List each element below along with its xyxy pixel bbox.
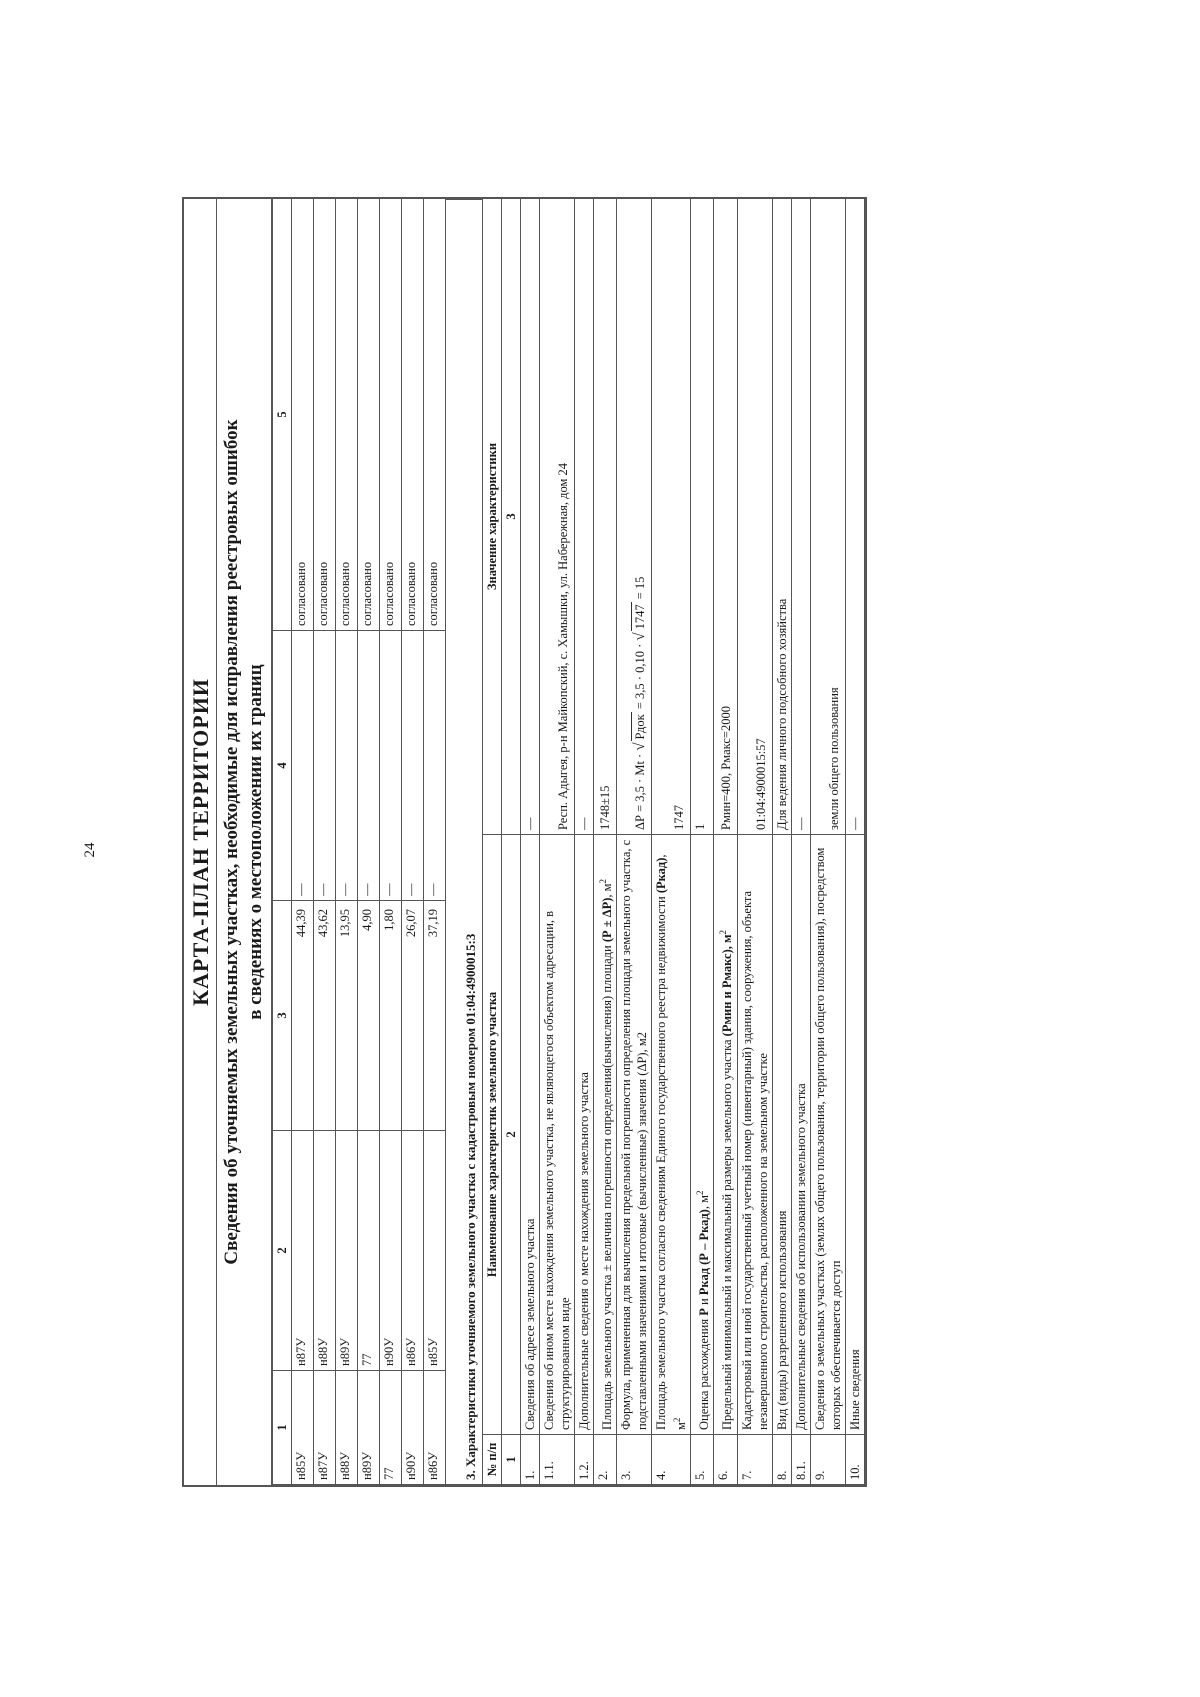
characteristic-value: 1748±15 <box>594 199 617 835</box>
column-header: 2 <box>273 1131 292 1371</box>
characteristic-value: — <box>791 199 810 835</box>
table-row <box>652 199 691 1485</box>
table-cell: согласовано <box>292 199 314 631</box>
row-number: 5. <box>691 1435 714 1485</box>
section-3-title: 3. Характеристики уточняемого земельного участка с кадастровым номером 01:04:4900015:3 <box>460 199 482 1485</box>
row-number: 4. <box>652 1435 691 1485</box>
characteristic-name: Кадастровый или иной государственный учетный номер (инвентарный) здания, сооружения, объекта незавершенного строительства, расположенного на земельном участке <box>737 835 772 1435</box>
row-number: 1.2. <box>575 1435 594 1485</box>
characteristic-name: Формула, примененная для вычисления предельной погрешности определения площади земельного участка, с подставленными значениями и итоговые (вычисленные) значения (ΔР), м2 <box>617 835 652 1435</box>
table-header-row <box>273 199 292 1485</box>
table-cell: 37,19 <box>424 901 446 1131</box>
table-row <box>594 199 617 1485</box>
table-cell: н90У <box>402 1371 424 1485</box>
characteristic-name: Сведения об адресе земельного участка <box>521 835 540 1435</box>
characteristic-value: 1 <box>691 199 714 835</box>
row-number: 2. <box>594 1435 617 1485</box>
table-cell: 43,62 <box>314 901 336 1131</box>
row-number: 10. <box>845 1435 864 1485</box>
table-row <box>424 199 446 1485</box>
characteristic-value: Респ. Адыгея, р-н Майкопский, с. Хамышки, ул. Набережная, дом 24 <box>540 199 575 835</box>
row-number: 6. <box>714 1435 737 1485</box>
characteristic-name: Сведения об ином месте нахождения земельного участка, не являющегося объектом адресации, в структурированном виде <box>540 835 575 1435</box>
table-cell: 77 <box>380 1371 402 1485</box>
table-cell: — <box>380 631 402 901</box>
table-cell: согласовано <box>314 199 336 631</box>
table-cell: н86У <box>424 1371 446 1485</box>
characteristic-value: Для ведения личного подсобного хозяйства <box>772 199 791 835</box>
column-number: 2 <box>502 835 521 1435</box>
characteristic-name: Сведения о земельных участках (землях общего пользования, территории общего пользования), посредством которых обеспечивается доступ <box>810 835 845 1435</box>
table-row <box>314 199 336 1485</box>
column-number: 3 <box>502 199 521 835</box>
characteristic-value: — <box>845 199 864 835</box>
table-row <box>521 199 540 1485</box>
column-header: 1 <box>273 1371 292 1485</box>
column-header: Значение характеристики <box>483 199 502 835</box>
column-header: № п/п <box>483 1435 502 1485</box>
table-cell: 13,95 <box>336 901 358 1131</box>
table-cell: 26,07 <box>402 901 424 1131</box>
characteristic-value: Рмин=400, Рмакс=2000 <box>714 199 737 835</box>
table-cell: н89У <box>336 1131 358 1371</box>
column-header: Наименование характеристик земельного участка <box>483 835 502 1435</box>
table-cell: согласовано <box>380 199 402 631</box>
characteristic-name: Площадь земельного участка ± величина погрешности определения(вычисления) площади (Р ± ΔР), $м^2$ <box>594 835 617 1435</box>
table-row <box>691 199 714 1485</box>
characteristic-value: 01:04:4900015:57 <box>737 199 772 835</box>
characteristic-value: 1747 <box>652 199 691 835</box>
title-block <box>184 199 272 1485</box>
table-cell: — <box>358 631 380 901</box>
area-error-formula: ΔР = 3,5 · Mt · √Рдок = 3,5 · 0,10 · √1747 = 15 <box>617 199 652 835</box>
table-cell: н90У <box>380 1131 402 1371</box>
table-cell: н86У <box>402 1131 424 1371</box>
characteristic-name: Дополнительные сведения о месте нахождения земельного участка <box>575 835 594 1435</box>
row-number: 8. <box>772 1435 791 1485</box>
table-row <box>380 199 402 1485</box>
table-cell: — <box>402 631 424 901</box>
subtitle-line-1: Сведения об уточняемых земельных участках, необходимые для исправления реестровых ошибок <box>221 419 242 1265</box>
table-cell: — <box>292 631 314 901</box>
boundary-parts-table <box>272 198 446 1485</box>
characteristic-value: — <box>521 199 540 835</box>
table-row <box>772 199 791 1485</box>
characteristic-name: Иные сведения <box>845 835 864 1435</box>
table-cell: согласовано <box>336 199 358 631</box>
table-cell: н88У <box>314 1131 336 1371</box>
table-cell: согласовано <box>402 199 424 631</box>
characteristic-name: Площадь земельного участка согласно сведениям Единого государственного реестра недвижимости (Ркад), $м^2$ <box>652 835 691 1435</box>
column-header: 5 <box>273 199 292 631</box>
row-number: 7. <box>737 1435 772 1485</box>
table-row <box>617 199 652 1485</box>
characteristic-name: Предельный минимальный и максимальный размеры земельного участка (Рмин и Рмакс), $м^2$ <box>714 835 737 1435</box>
table-cell: н89У <box>358 1371 380 1485</box>
table-row <box>714 199 737 1485</box>
main-title: КАРТА-ПЛАН ТЕРРИТОРИИ <box>184 199 217 1485</box>
row-number: 1.1. <box>540 1435 575 1485</box>
table-cell: 77 <box>358 1131 380 1371</box>
table-cell: н88У <box>336 1371 358 1485</box>
table-row <box>737 199 772 1485</box>
characteristic-name: Вид (виды) разрешенного использования <box>772 835 791 1435</box>
table-row <box>791 199 810 1485</box>
table-row <box>845 199 864 1485</box>
table-cell: н85У <box>424 1131 446 1371</box>
row-number: 8.1. <box>791 1435 810 1485</box>
characteristics-table <box>482 198 865 1485</box>
table-cell: н85У <box>292 1371 314 1485</box>
row-number: 9. <box>810 1435 845 1485</box>
table-cell: — <box>424 631 446 901</box>
table-row <box>402 199 424 1485</box>
table-row <box>358 199 380 1485</box>
row-number: 1. <box>521 1435 540 1485</box>
table-row <box>540 199 575 1485</box>
column-header: 3 <box>273 901 292 1131</box>
table-cell: 1,80 <box>380 901 402 1131</box>
table-cell: н87У <box>292 1131 314 1371</box>
table-cell: 44,39 <box>292 901 314 1131</box>
table-row <box>575 199 594 1485</box>
characteristic-name: Оценка расхождения Р и Ркад (Р – Ркад), $м^2$ <box>691 835 714 1435</box>
table-cell: н87У <box>314 1371 336 1485</box>
column-number: 1 <box>502 1435 521 1485</box>
characteristic-value: земли общего пользования <box>810 199 845 835</box>
column-header: 4 <box>273 631 292 901</box>
table-row <box>336 199 358 1485</box>
document-frame <box>182 197 867 1487</box>
square-root-icon: √ <box>632 742 649 751</box>
table-cell: — <box>314 631 336 901</box>
column-number-row <box>502 199 521 1485</box>
document-sheet <box>182 197 1200 1487</box>
table-cell: — <box>336 631 358 901</box>
row-number: 3. <box>617 1435 652 1485</box>
subtitle-line-2: в сведениях о местоположении их границ <box>245 664 266 1020</box>
table-cell: согласовано <box>358 199 380 631</box>
characteristic-name: Дополнительные сведения об использовании земельного участка <box>791 835 810 1435</box>
square-root-icon: √ <box>632 632 649 641</box>
subtitle <box>217 199 271 1485</box>
table-row <box>810 199 845 1485</box>
table-header-row <box>483 199 502 1485</box>
page-number: 24 <box>82 842 98 858</box>
characteristic-value: — <box>575 199 594 835</box>
table-row <box>292 199 314 1485</box>
table-cell: согласовано <box>424 199 446 631</box>
table-cell: 4,90 <box>358 901 380 1131</box>
table-separator <box>446 199 460 1485</box>
